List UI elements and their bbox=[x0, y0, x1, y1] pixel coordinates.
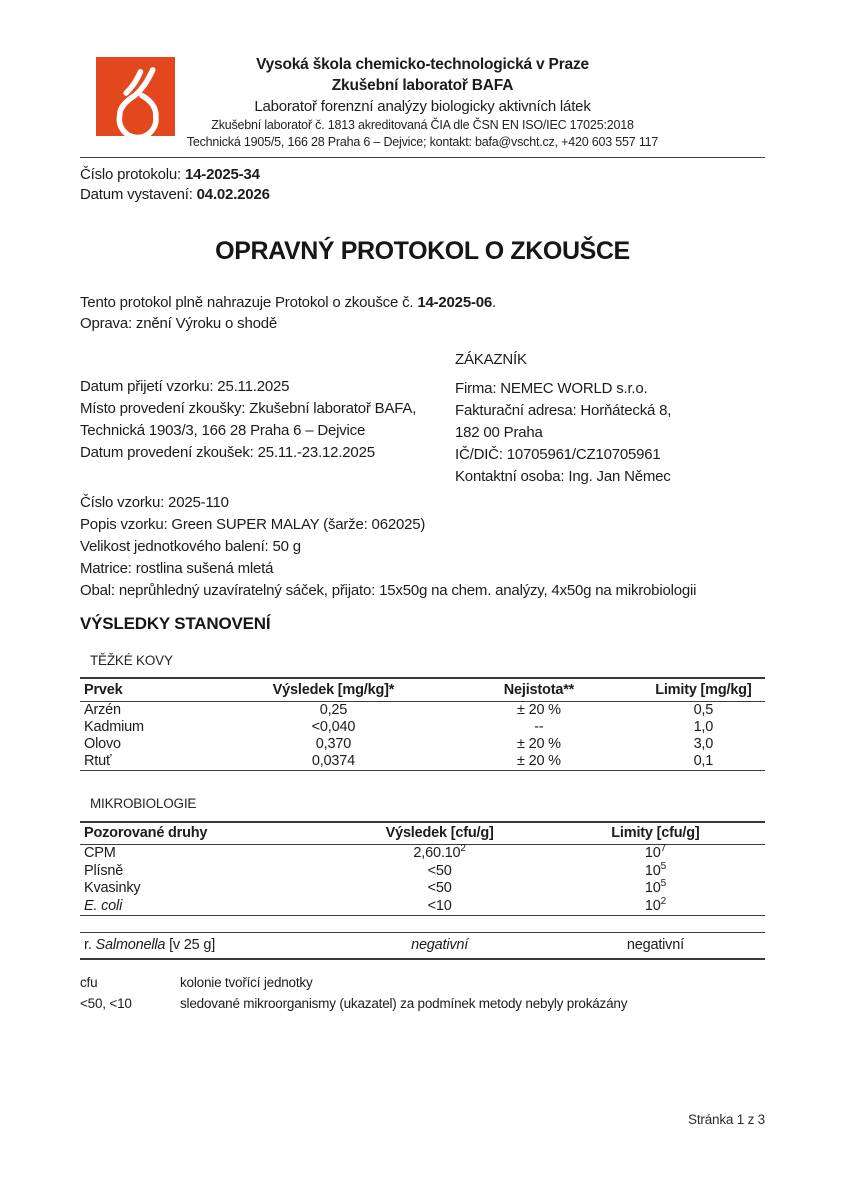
sample-section bbox=[80, 492, 765, 602]
column-header: Výsledek [cfu/g] bbox=[333, 822, 545, 845]
header-contact: Technická 1905/5, 166 28 Praha 6 – Dejvice; kontakt: bafa@vscht.cz, +420 603 557 117 bbox=[186, 135, 659, 149]
result-value: 0,25 bbox=[319, 701, 348, 718]
replaces-text: Tento protokol plně nahrazuje Protokol o zkoušce č. bbox=[80, 294, 418, 311]
result-value: <10 bbox=[333, 898, 545, 916]
lab-name: Zkušební laboratoř BAFA bbox=[331, 77, 514, 94]
footnote-definition: sledované mikroorganismy (ukazatel) za podmínek metody nebyly prokázány bbox=[180, 996, 628, 1011]
element-name: Arzén bbox=[84, 701, 121, 718]
table-row bbox=[80, 898, 765, 916]
sample-number: Číslo vzorku: 2025-110 bbox=[80, 494, 229, 511]
result-value: 0,370 bbox=[315, 735, 352, 752]
test-performed-dates: Datum provedení zkoušek: 25.11.-23.12.2025 bbox=[80, 444, 375, 461]
column-header: Prvek bbox=[80, 678, 231, 701]
element-name: Kadmium bbox=[84, 718, 144, 735]
footnote-row bbox=[80, 972, 765, 993]
uncertainty-value: -- bbox=[534, 718, 544, 735]
test-location: Místo provedení zkoušky: Zkušební laboratoř BAFA, bbox=[80, 400, 417, 417]
lab-full-name: Laboratoř forenzní analýzy biologicky aktivních látek bbox=[254, 98, 591, 115]
salmonella-row bbox=[80, 933, 765, 960]
document-header bbox=[80, 54, 765, 151]
page-number: Stránka 1 z 3 bbox=[688, 1112, 765, 1127]
protocol-number-line bbox=[80, 165, 765, 185]
column-header: Limity [cfu/g] bbox=[546, 822, 765, 845]
issue-date-label: Datum vystavení: bbox=[80, 186, 197, 203]
test-details-column bbox=[80, 349, 455, 488]
microbiology-label: MIKROBIOLOGIE bbox=[90, 795, 197, 811]
limit-value: 0,5 bbox=[693, 701, 714, 718]
customer-address1: Fakturační adresa: Horňátecká 8, bbox=[455, 402, 672, 419]
header-divider bbox=[80, 157, 765, 158]
organism-name: r. Salmonella [v 25 g] bbox=[80, 933, 333, 960]
footnote-definition: kolonie tvořící jednotky bbox=[180, 975, 313, 990]
column-header: Pozorované druhy bbox=[80, 822, 333, 845]
sample-unit-size: Velikost jednotkového balení: 50 g bbox=[80, 538, 301, 555]
microbiology-table bbox=[80, 821, 765, 917]
sample-matrix: Matrice: rostlina sušená mletá bbox=[80, 560, 274, 577]
results-heading: VÝSLEDKY STANOVENÍ bbox=[80, 614, 271, 633]
limit-value: 1,0 bbox=[693, 718, 714, 735]
accreditation: Zkušební laboratoř č. 1813 akreditovaná ČIA dle ČSN EN ISO/IEC 17025:2018 bbox=[211, 118, 634, 132]
uncertainty-value: ± 20 % bbox=[436, 753, 642, 771]
organism-name: E. coli bbox=[80, 898, 333, 916]
result-value: 0,0374 bbox=[231, 753, 437, 771]
heavy-metals-label: TĚŽKÉ KOVY bbox=[90, 653, 173, 668]
customer-contact: Kontaktní osoba: Ing. Jan Němec bbox=[455, 468, 671, 485]
replaced-protocol-number: 14-2025-06 bbox=[417, 294, 493, 311]
correction-line: Oprava: znění Výroku o shodě bbox=[80, 315, 278, 332]
customer-column bbox=[455, 349, 765, 488]
limit-value: $10^5$ bbox=[644, 878, 666, 896]
customer-ids: IČ/DIČ: 10705961/CZ10705961 bbox=[455, 446, 661, 463]
table-row bbox=[80, 701, 765, 719]
footnote-term: <50, <10 bbox=[80, 996, 132, 1011]
protocol-number-value: 14-2025-34 bbox=[184, 166, 260, 183]
result-value: <50 bbox=[427, 880, 452, 896]
footnote-row bbox=[80, 993, 765, 1014]
uncertainty-value: ± 20 % bbox=[517, 735, 561, 752]
limit-value: negativní bbox=[546, 933, 765, 960]
customer-heading: ZÁKAZNÍK bbox=[455, 351, 527, 368]
result-value: <0,040 bbox=[311, 718, 356, 735]
details-section bbox=[80, 349, 765, 488]
organism-name: CPM bbox=[84, 845, 116, 861]
limit-value: 3,0 bbox=[693, 735, 714, 752]
issue-date-line bbox=[80, 185, 765, 205]
heavy-metals-header-row bbox=[80, 678, 765, 701]
replaces-line: Tento protokol plně nahrazuje Protokol o zkoušce č. 14-2025-06. bbox=[80, 294, 497, 311]
footnote-term: cfu bbox=[80, 975, 98, 990]
sample-packaging: Obal: neprůhledný uzavíratelný sáček, přijato: 15x50g na chem. analýzy, 4x50g na mikrobiologii bbox=[80, 582, 697, 599]
result-value: 2,60.10$^2$ bbox=[413, 843, 466, 861]
protocol-number-label: Číslo protokolu: bbox=[80, 166, 185, 183]
sample-description: Popis vzorku: Green SUPER MALAY (šarže: 062025) bbox=[80, 516, 426, 533]
customer-address2: 182 00 Praha bbox=[455, 424, 543, 441]
limit-value: 0,1 bbox=[642, 753, 765, 771]
table-row bbox=[80, 719, 765, 736]
limit-value: $10^2$ bbox=[546, 898, 765, 916]
page-title: OPRAVNÝ PROTOKOL O ZKOUŠCE bbox=[215, 237, 630, 265]
element-name: Rtuť bbox=[80, 753, 231, 771]
protocol-meta bbox=[80, 165, 765, 205]
limit-value: $10^7$ bbox=[644, 843, 666, 861]
result-value: negativní bbox=[333, 933, 545, 960]
issue-date-value: 04.02.2026 bbox=[196, 186, 270, 203]
customer-company: Firma: NEMEC WORLD s.r.o. bbox=[455, 380, 648, 397]
heavy-metals-table bbox=[80, 677, 765, 771]
test-location-address: Technická 1903/3, 166 28 Praha 6 – Dejvice bbox=[80, 422, 366, 439]
column-header: Výsledek [mg/kg]* bbox=[231, 678, 437, 701]
result-value: <50 bbox=[427, 862, 452, 879]
footnotes bbox=[80, 972, 765, 1014]
salmonella-table bbox=[80, 932, 765, 960]
microbiology-header-row bbox=[80, 822, 765, 845]
column-header: Limity [mg/kg] bbox=[642, 678, 765, 701]
limit-value: $10^5$ bbox=[644, 860, 666, 879]
organism-name: Plísně bbox=[84, 862, 124, 879]
organism-name: Kvasinky bbox=[84, 880, 141, 896]
uncertainty-value: ± 20 % bbox=[517, 701, 561, 718]
replacement-paragraph bbox=[80, 292, 765, 334]
vscht-logo-icon bbox=[96, 56, 175, 137]
table-row bbox=[80, 753, 765, 771]
sample-received-date: Datum přijetí vzorku: 25.11.2025 bbox=[80, 378, 290, 395]
element-name: Olovo bbox=[84, 735, 121, 752]
org-name: Vysoká škola chemicko-technologická v Praze bbox=[256, 56, 589, 73]
column-header: Nejistota** bbox=[436, 678, 642, 701]
table-row bbox=[80, 736, 765, 753]
